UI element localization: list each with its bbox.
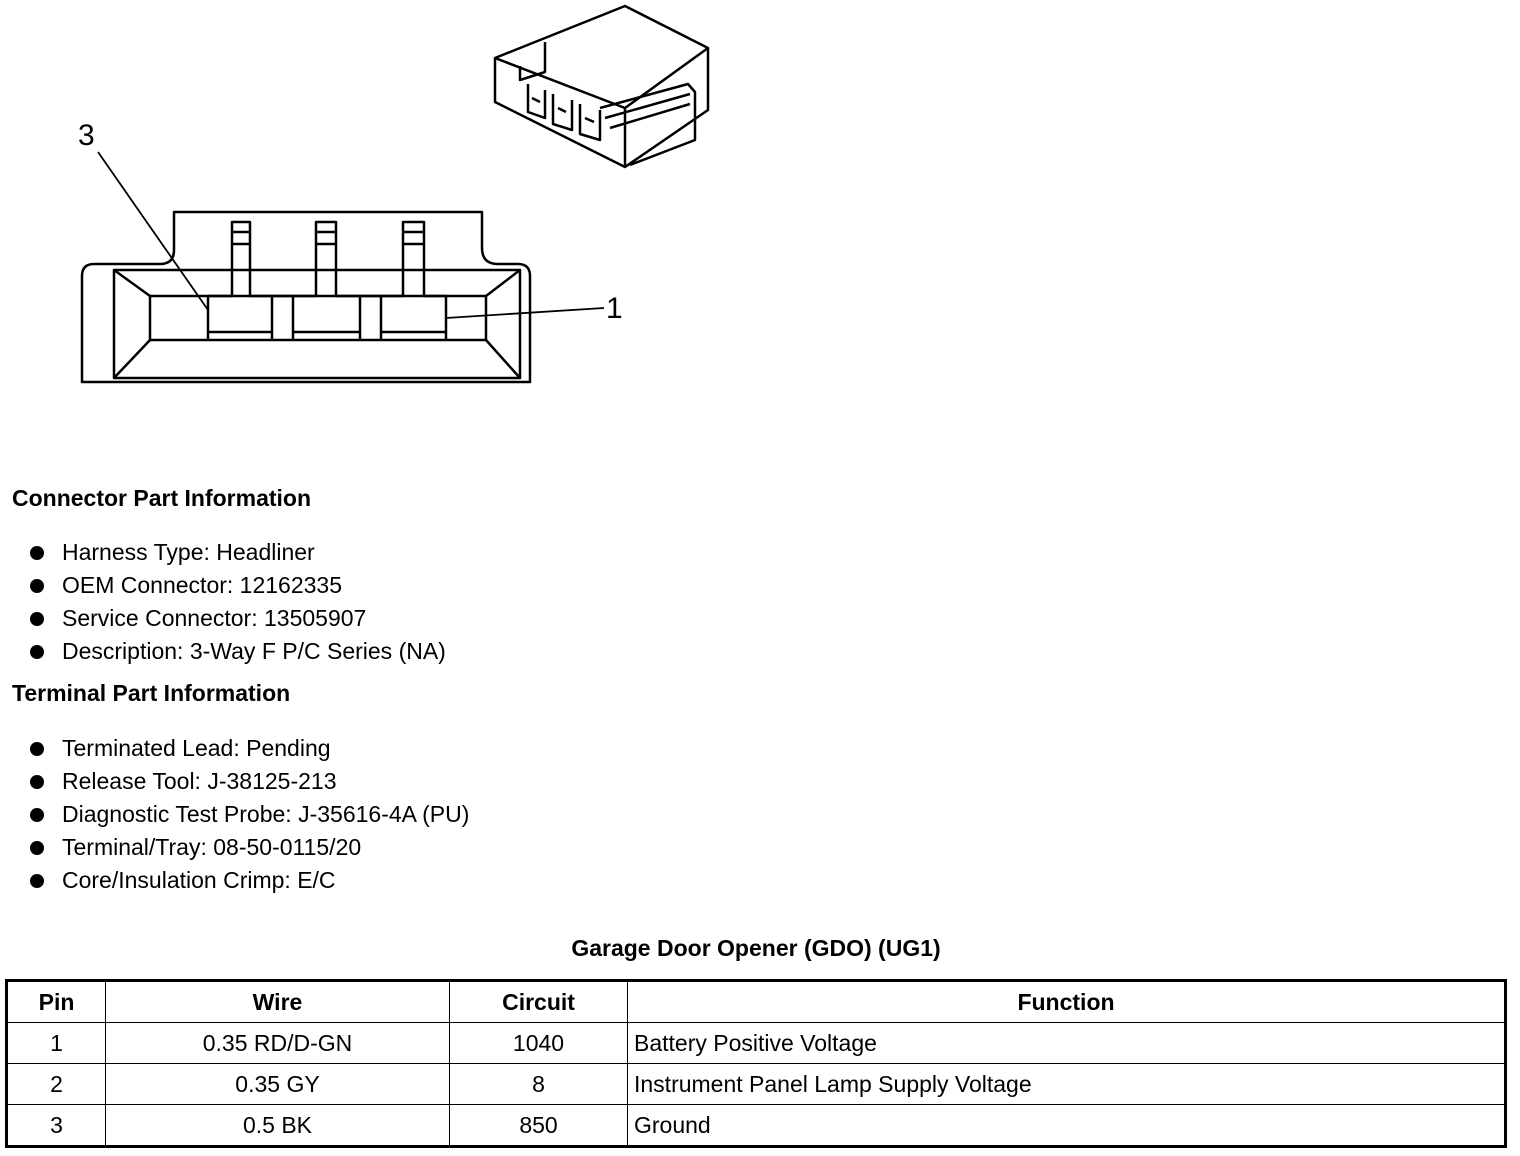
cell-pin: 2: [7, 1064, 106, 1105]
list-item: Service Connector: 13505907: [30, 602, 446, 635]
bullet-icon: [30, 874, 44, 888]
list-item: Release Tool: J-38125-213: [30, 765, 469, 798]
terminal-info-title: Terminal Part Information: [12, 680, 291, 706]
pin-table: [5, 979, 1507, 1148]
bullet-icon: [30, 612, 44, 626]
terminal-info-list: [30, 732, 469, 897]
list-item: Description: 3-Way F P/C Series (NA): [30, 635, 446, 668]
bullet-icon: [30, 808, 44, 822]
bullet-icon: [30, 579, 44, 593]
cell-function: Ground: [628, 1105, 1506, 1147]
column-header-wire: Wire: [106, 981, 450, 1023]
pin-table-title: Garage Door Opener (GDO) (UG1): [571, 935, 941, 961]
column-header-pin: Pin: [7, 981, 106, 1023]
connector-info-list: [30, 536, 446, 668]
bullet-icon: [30, 546, 44, 560]
bullet-icon: [30, 645, 44, 659]
list-item: Diagnostic Test Probe: J-35616-4A (PU): [30, 798, 469, 831]
cell-pin: 1: [7, 1023, 106, 1064]
connector-info-title: Connector Part Information: [12, 485, 312, 511]
cell-function: Instrument Panel Lamp Supply Voltage: [628, 1064, 1506, 1105]
table-row: [7, 1023, 1506, 1064]
connector-face-view: [82, 212, 530, 382]
callout-1-label: 1: [606, 292, 623, 325]
bullet-icon: [30, 775, 44, 789]
bullet-icon: [30, 742, 44, 756]
list-item: Terminal/Tray: 08-50-0115/20: [30, 831, 469, 864]
cell-circuit: 1040: [450, 1023, 628, 1064]
table-row: [7, 1064, 1506, 1105]
connector-isometric-view: [495, 6, 708, 167]
cell-circuit: 8: [450, 1064, 628, 1105]
bullet-icon: [30, 841, 44, 855]
list-item: Core/Insulation Crimp: E/C: [30, 864, 469, 897]
list-item: OEM Connector: 12162335: [30, 569, 446, 602]
column-header-function: Function: [628, 981, 1506, 1023]
callout-3-label: 3: [78, 119, 95, 152]
list-item: Harness Type: Headliner: [30, 536, 446, 569]
cell-pin: 3: [7, 1105, 106, 1147]
cell-wire: 0.35 RD/D-GN: [106, 1023, 450, 1064]
cell-wire: 0.5 BK: [106, 1105, 450, 1147]
connector-diagram: [0, 0, 1520, 470]
cell-wire: 0.35 GY: [106, 1064, 450, 1105]
table-header-row: [7, 981, 1506, 1023]
cell-function: Battery Positive Voltage: [628, 1023, 1506, 1064]
list-item: Terminated Lead: Pending: [30, 732, 469, 765]
table-row: [7, 1105, 1506, 1147]
column-header-circuit: Circuit: [450, 981, 628, 1023]
cell-circuit: 850: [450, 1105, 628, 1147]
